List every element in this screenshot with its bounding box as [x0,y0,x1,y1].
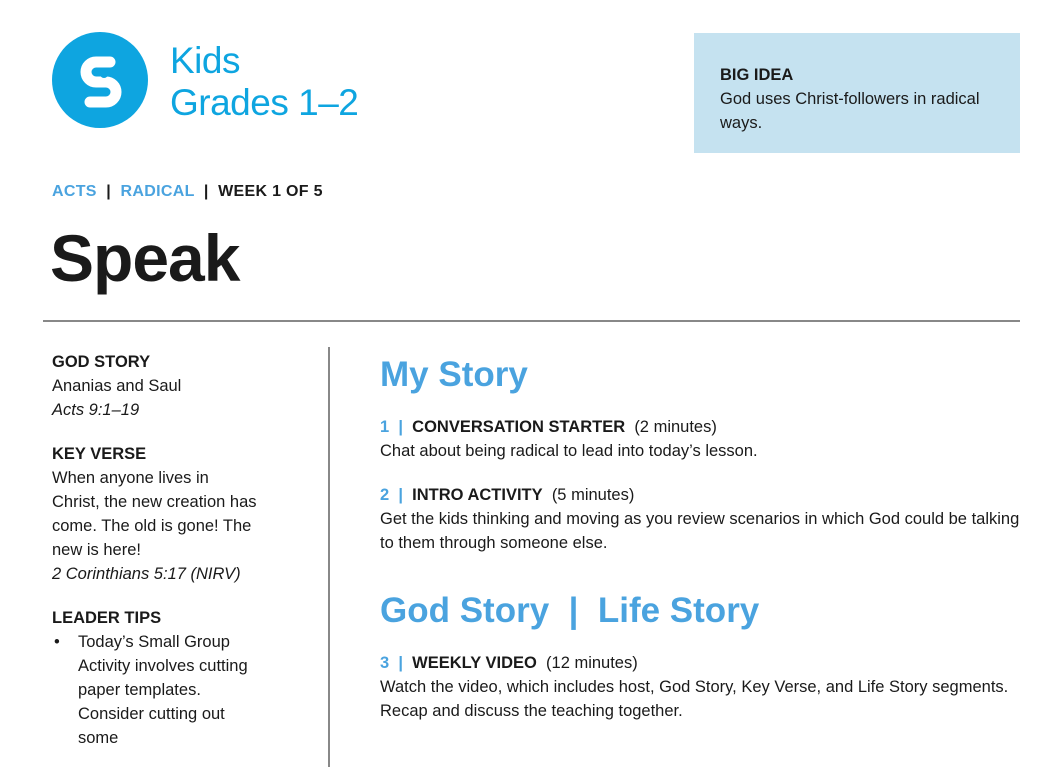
item-text: Watch the video, which includes host, God Story, Key Verse, and Life Story segments. Recap and discuss the teaching together. [380,678,1009,720]
activity-item: 1 | CONVERSATION STARTER (2 minutes) Chat about being radical to lead into today’s lesson. [380,415,1020,463]
item-label: CONVERSATION STARTER [412,418,626,436]
god-story-ref: Acts 9:1–19 [52,401,140,419]
big-idea-heading: BIG IDEA [720,66,794,84]
section-heading-my-story: My Story [380,355,528,394]
item-time: (2 minutes) [634,418,717,436]
page-title: Speak [50,221,240,295]
brand-title [170,40,358,124]
breadcrumb-subseries: RADICAL [120,183,195,200]
key-verse-ref: 2 Corinthians 5:17 (NIRV) [52,565,241,583]
big-idea-text: God uses Christ-followers in radical ways. [720,90,980,132]
big-idea-box [694,33,1020,153]
activity-item: 2 | INTRO ACTIVITY (5 minutes) Get the kids thinking and moving as you review scenarios in which God could be talking to them through someone else. [380,483,1020,555]
key-verse-text: When anyone lives in Christ, the new creation has come. The old is gone! The new is here! [52,469,257,559]
logo-s-icon [52,32,148,128]
breadcrumb [52,183,323,201]
item-time: (12 minutes) [546,654,638,672]
main-content [380,353,1020,743]
key-verse-heading: KEY VERSE [52,445,147,463]
sidebar [52,350,302,770]
logo [52,32,148,128]
column-divider [328,347,330,767]
god-story-text: Ananias and Saul [52,377,182,395]
item-time: (5 minutes) [551,486,635,504]
breadcrumb-separator: | [106,183,112,200]
activity-item: 3 | WEEKLY VIDEO (12 minutes) Watch the video, which includes host, God Story, Key Verse, and Life Story segments. Recap and discuss the teaching together. [380,651,1020,723]
divider [43,320,1020,322]
item-text: Chat about being radical to lead into today’s lesson. [380,442,758,460]
god-story-heading: GOD STORY [52,353,151,371]
god-story-section [52,350,302,422]
brand-line-2: Grades 1–2 [170,82,359,123]
item-text: Get the kids thinking and moving as you review scenarios in which God could be talking to them through someone else. [380,510,1020,552]
breadcrumb-week: WEEK 1 OF 5 [218,183,323,200]
item-number: 3 [380,654,390,672]
brand-line-1: Kids [170,40,240,81]
item-number: 1 [380,418,390,436]
item-number: 2 [380,486,390,504]
leader-tips-heading: LEADER TIPS [52,609,162,627]
section-heading-god-life-story: God Story | Life Story [380,591,760,630]
item-label: INTRO ACTIVITY [412,486,543,504]
leader-tips-section [52,606,257,750]
breadcrumb-separator: | [203,183,209,200]
key-verse-section [52,442,257,586]
item-label: WEEKLY VIDEO [412,654,537,672]
leader-tip-item: • Today’s Small Group Activity involves cutting paper templates. Consider cutting out some [52,630,257,750]
breadcrumb-series: ACTS [52,183,97,200]
